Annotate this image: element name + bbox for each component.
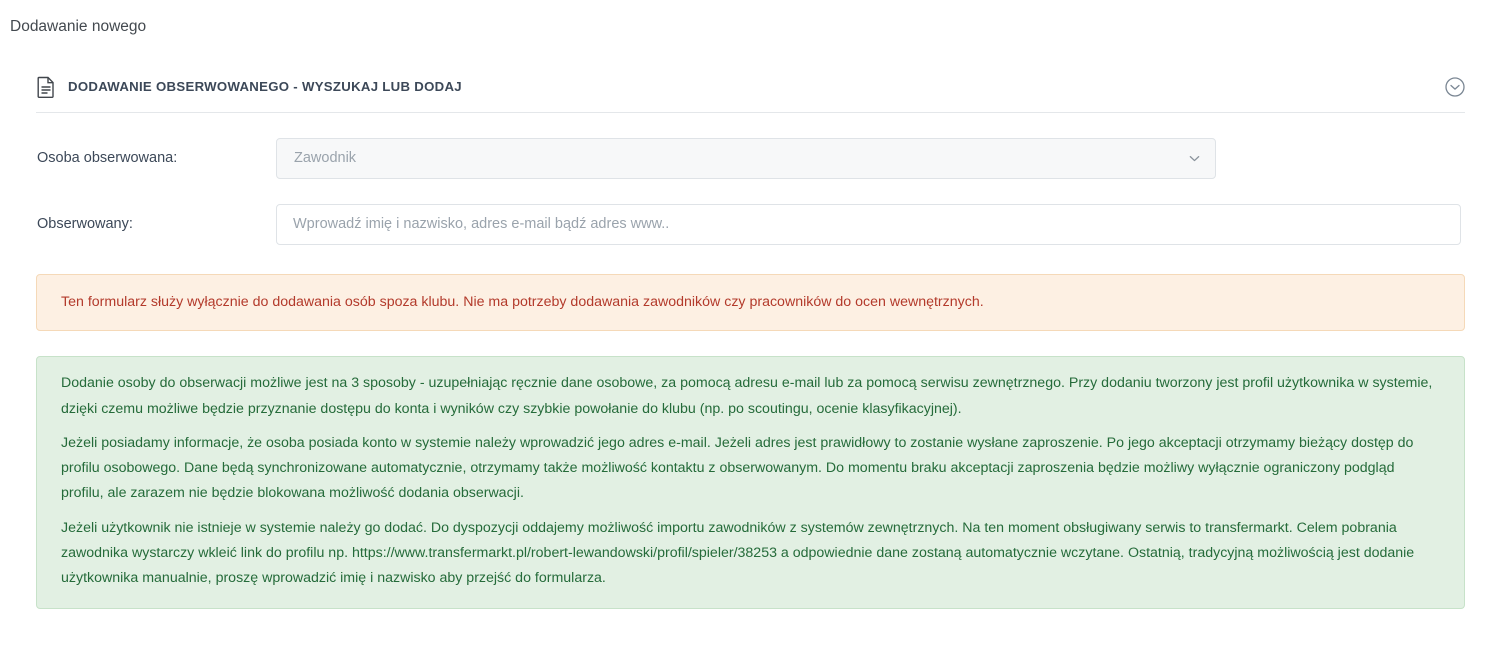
chevron-down-circle-icon[interactable] [1445, 77, 1465, 97]
observed-label: Obserwowany: [37, 216, 133, 233]
card-header [36, 76, 1465, 113]
info-alert-paragraph: Jeżeli użytkownik nie istnieje w systemie należy go dodać. Do dyspozycji oddajemy możliwość importu zawodników z systemów zewnętrznych. Na ten moment obsługiwany serwis to transfermarkt. Celem pobrania zawodnika wystarczy wkleić link do profilu np. https://www.transfermarkt.pl/robert-lewandowski/profil/spieler/38253 a odpowiednie dane zostaną automatycznie wczytane. Ostatnią, tradycyjną możliwością jest dodanie użytkownika manualnie, proszę wprowadzić imię i nazwisko aby przejść do formularza. [61, 519, 1415, 587]
document-icon [36, 76, 56, 98]
observed-person-value: Zawodnik [294, 150, 357, 167]
warning-alert [36, 274, 1465, 332]
observed-person-label: Osoba obserwowana: [37, 150, 178, 167]
form-row-observed [36, 204, 1465, 245]
info-alert [36, 356, 1465, 608]
card-header-title: DODAWANIE OBSERWOWANEGO - WYSZUKAJ LUB DODAJ [68, 79, 462, 95]
chevron-down-icon [1188, 152, 1201, 165]
info-alert-paragraph: Dodanie osoby do obserwacji możliwe jest na 3 sposoby - uzupełniając ręcznie dane osobowe, za pomocą adresu e-mail lub za pomocą serwisu zewnętrznego. Przy dodaniu tworzony jest profil użytkownika w systemie, dzięki czemu możliwe będzie przyznanie dostępu do konta i wyników czy szybkie powołanie do klubu (np. po scoutingu, ocenie klasyfikacyjnej). [61, 375, 1433, 417]
info-alert-paragraph: Jeżeli posiadamy informacje, że osoba posiada konto w systemie należy wprowadzić jego adres e-mail. Jeżeli adres jest prawidłowy to zostanie wysłane zaproszenie. Po jego akceptacji otrzymamy bieżący dostęp do profilu osobowego. Dane będą synchronizowane automatycznie, otrzymamy także możliwość kontaktu z obserwowanym. Do momentu braku akceptacji zaproszenia będzie możliwy wyłącznie ograniczony podgląd profilu, ale zarazem nie będzie blokowana możliwość dodania obserwacji. [61, 434, 1414, 502]
observed-input[interactable] [276, 204, 1461, 245]
observed-person-select[interactable] [276, 138, 1216, 179]
page-title: Dodawanie nowego [10, 18, 147, 35]
form-row-observed-person [36, 138, 1465, 179]
add-observed-card [36, 76, 1465, 609]
warning-alert-text: Ten formularz służy wyłącznie do dodawania osób spoza klubu. Nie ma potrzeby dodawania zawodników czy pracowników do ocen wewnętrznych. [61, 293, 984, 310]
